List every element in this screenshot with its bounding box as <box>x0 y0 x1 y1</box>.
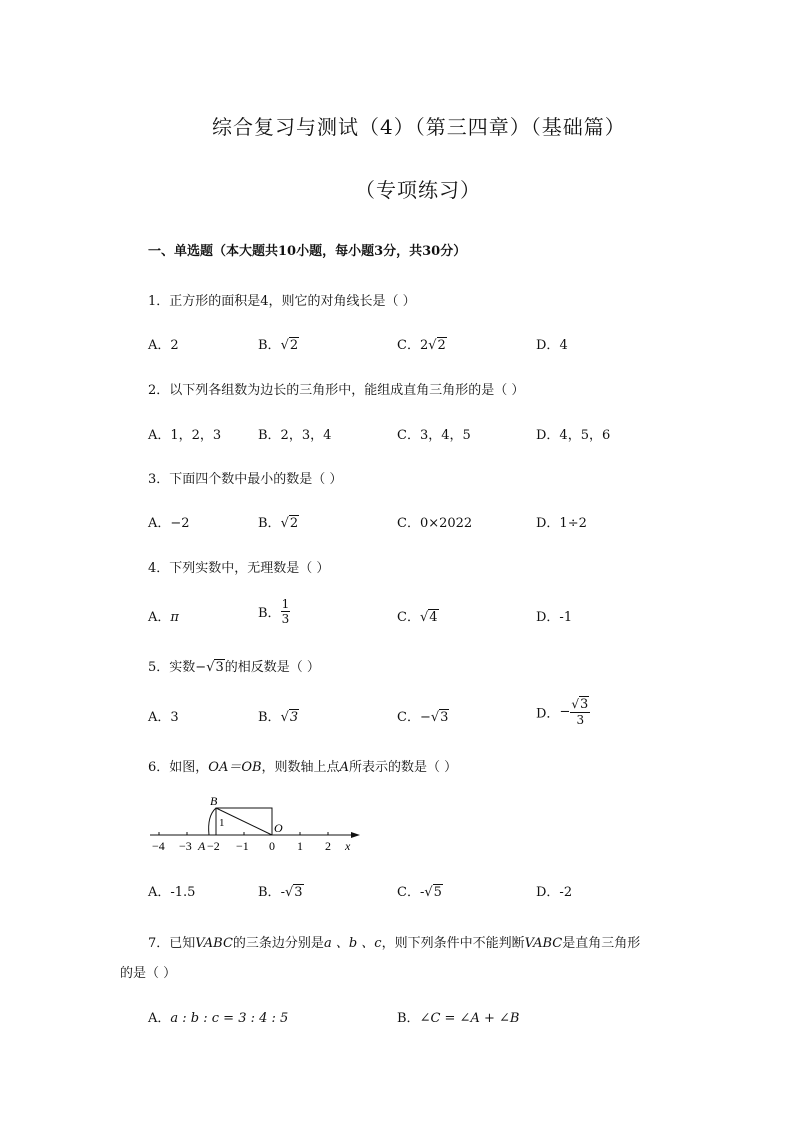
tick-label: −2 <box>207 839 220 853</box>
question-2-option-d[interactable]: D．4，5，6 <box>536 428 611 443</box>
label-one: 1 <box>219 817 225 829</box>
question-1-option-b[interactable]: B．√2 <box>258 338 299 353</box>
question-4-option-b[interactable]: B． $\frac{1}{3}$ <box>258 597 290 626</box>
question-4-option-c[interactable]: C．√4 <box>397 610 438 625</box>
label-x: x <box>345 839 351 853</box>
tick-label: 0 <box>269 839 275 853</box>
question-3-option-a[interactable]: A．−2 <box>148 516 190 531</box>
question-2-stem: 2．以下列各组数为边长的三角形中，能组成直角三角形的是（ ） <box>148 383 525 398</box>
question-5-option-c[interactable]: C．−√3 <box>397 710 449 725</box>
question-4-option-a[interactable]: A．π <box>148 610 179 625</box>
tick-label: A <box>198 839 206 853</box>
tick-label: −3 <box>179 839 192 853</box>
question-2-option-b[interactable]: B．2，3，4 <box>258 428 332 443</box>
page-subtitle: （专项练习） <box>355 178 481 202</box>
axis-arrow <box>351 832 360 838</box>
question-7-stem-line-2: 的是（ ） <box>120 966 177 981</box>
page-title: 综合复习与测试（4）（第三四章）（基础篇） <box>212 115 626 139</box>
label-o: O <box>274 821 283 835</box>
question-2-option-a[interactable]: A．1，2，3 <box>148 428 222 443</box>
section-heading: 一、单选题（本大题共10小题，每小题3分，共30分） <box>148 244 467 259</box>
question-5-stem: 5．实数−√3的相反数是（ ） <box>148 660 320 675</box>
question-1-stem: 1．正方形的面积是4，则它的对角线长是（ ） <box>148 294 416 309</box>
label-b: B <box>210 794 218 808</box>
question-6-option-b[interactable]: B．-√3 <box>258 885 303 900</box>
question-1-option-a[interactable]: A．2 <box>148 338 179 353</box>
question-4-option-d[interactable]: D．-1 <box>536 610 573 625</box>
question-5-option-d[interactable]: D．− $\frac{√3}{3}$ <box>536 697 589 727</box>
question-4-stem: 4．下列实数中，无理数是（ ） <box>148 561 330 576</box>
tick-label: 1 <box>297 839 303 853</box>
question-3-option-b[interactable]: B．√2 <box>258 516 299 531</box>
number-line-figure <box>146 792 366 856</box>
tick-label: −4 <box>152 839 165 853</box>
question-3-option-c[interactable]: C．0×2022 <box>397 516 473 531</box>
question-1-option-c[interactable]: C．2√2 <box>397 338 446 353</box>
question-6-option-a[interactable]: A．-1.5 <box>148 885 196 900</box>
question-6-stem: 6．如图，OA＝OB，则数轴上点A所表示的数是（ ） <box>148 760 458 775</box>
question-7-option-b[interactable]: B．∠C = ∠A + ∠B <box>397 1011 520 1026</box>
tick-label: −1 <box>236 839 249 853</box>
question-3-option-d[interactable]: D．1÷2 <box>536 516 587 531</box>
tick-label: 2 <box>325 839 331 853</box>
question-1-option-d[interactable]: D．4 <box>536 338 568 353</box>
question-6-option-d[interactable]: D．-2 <box>536 885 573 900</box>
question-5-option-b[interactable]: B．√3 <box>258 710 299 725</box>
question-5-option-a[interactable]: A．3 <box>148 710 179 725</box>
question-2-option-c[interactable]: C．3，4，5 <box>397 428 471 443</box>
question-7-stem-line-1: 7．已知VABC的三条边分别是a 、b 、c，则下列条件中不能判断VABC是直角三角形 <box>148 936 641 951</box>
question-6-option-c[interactable]: C．-√5 <box>397 885 442 900</box>
question-7-option-a[interactable]: A．a : b : c = 3 : 4 : 5 <box>148 1011 289 1026</box>
question-3-stem: 3．下面四个数中最小的数是（ ） <box>148 472 343 487</box>
compass-arc <box>209 808 216 835</box>
